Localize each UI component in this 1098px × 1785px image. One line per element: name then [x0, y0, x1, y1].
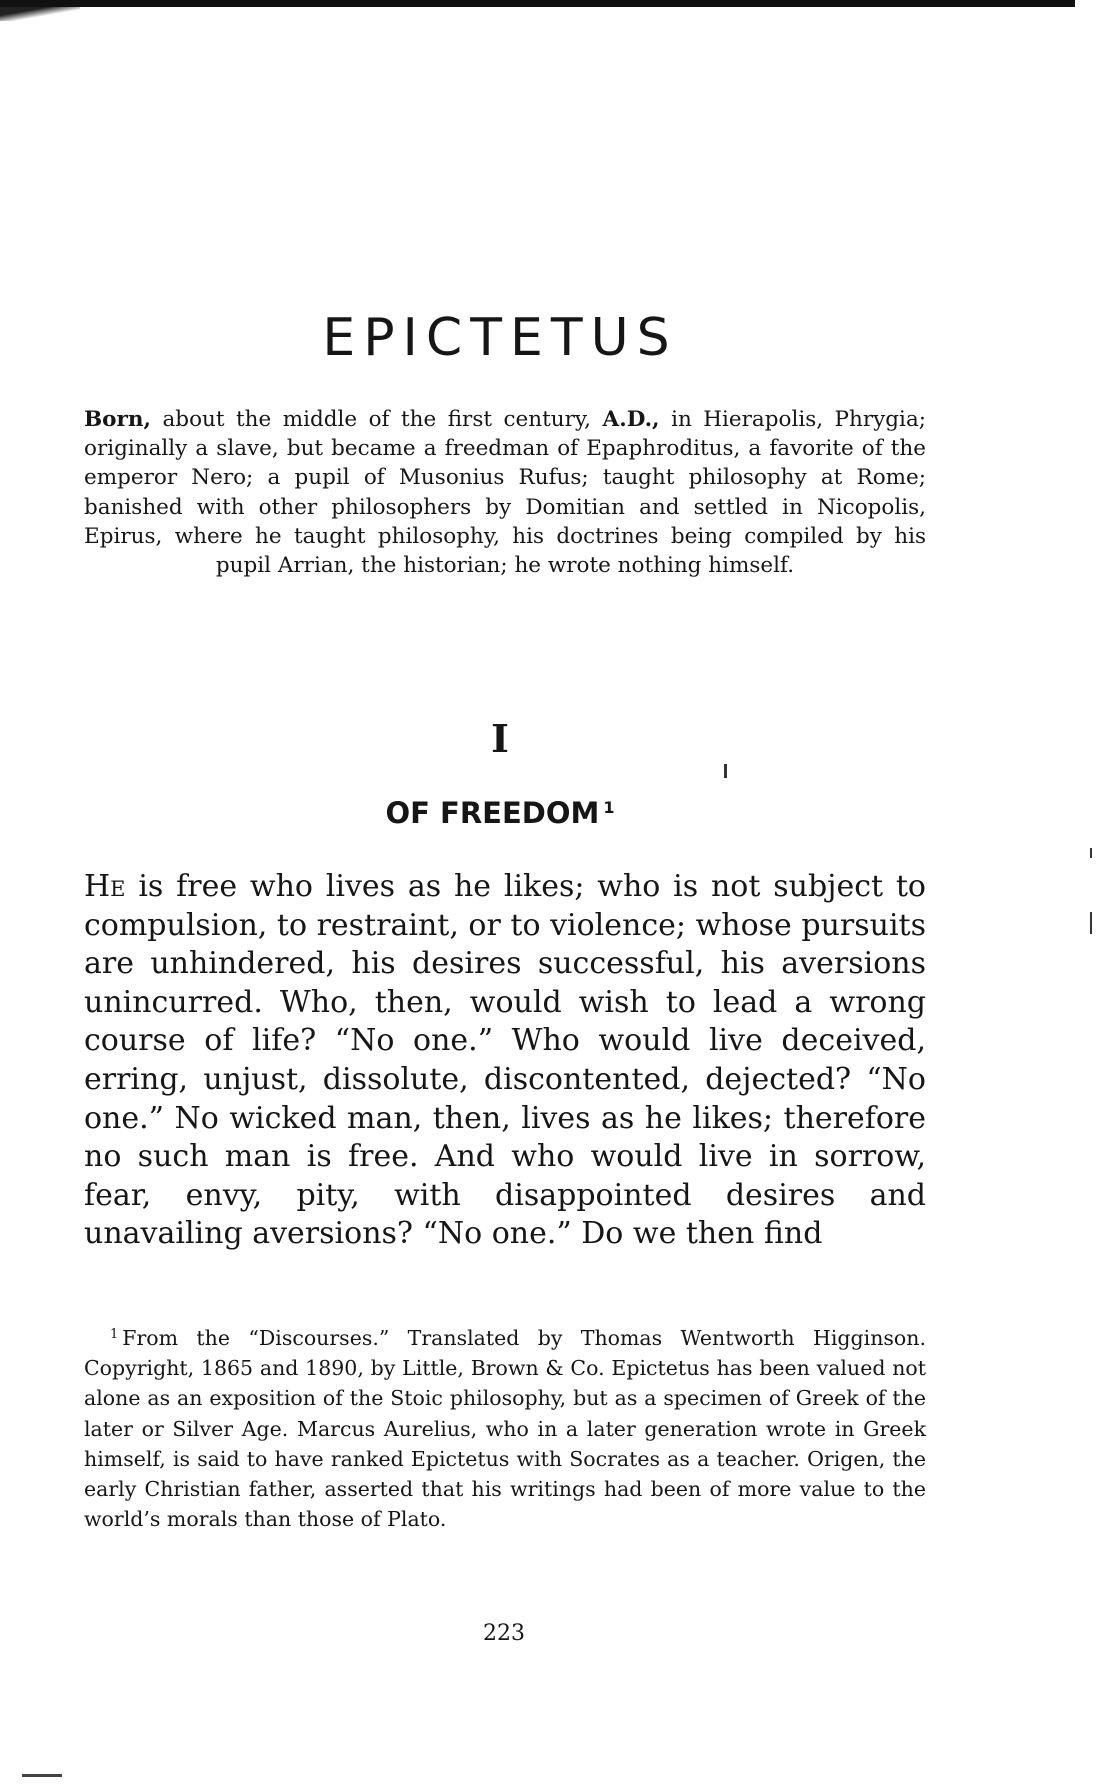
bio-text-a: about the middle of the first century, [162, 407, 592, 432]
bio-era: A.D., [602, 407, 660, 432]
chapter-number: I [491, 716, 509, 761]
bio-text-b: in Hierapolis, Phrygia; originally a slave, but became a freedman of Epaphroditus, a favorite of the emperor Nero; a pupil of Musonius Rufus; taught philosophy at Rome; banished with other philosophers by Domitian and settled in Nicopolis, Epirus, where he taught philosophy, his doctrines being compiled by his pupil Arrian, the historian; he wrote nothing himself. [84, 407, 926, 579]
author-bio [84, 405, 926, 580]
body-paragraph [84, 868, 926, 1254]
body-text: is free who lives as he likes; who is not subject to compulsion, to restraint, or to violence; whose pursuits are unhindered, his desires successful, his aversions unincurred. Who, then, would wish to lead a wrong course of life? “No one.” Who would live deceived, erring, unjust, dissolute, discontented, dejected? “No one.” No wicked man, then, lives as he likes; therefore no such man is free. And who would live in sorrow, fear, envy, pity, with disappointed desires and unavailing aversions? “No one.” Do we then find [84, 869, 926, 1252]
footnote-marker: 1 [110, 1327, 119, 1342]
page-title: EPICTETUS [322, 308, 678, 368]
page-number: 223 [483, 1621, 525, 1646]
top-rule-tail [0, 7, 80, 21]
ink-speck [1090, 912, 1092, 934]
footnote-text: From the “Discourses.” Translated by Thomas Wentworth Higginson. Copyright, 1865 and 1890, by Little, Brown & Co. Epictetus has been valued not alone as an exposition of the Stoic philosophy, but as a specimen of Greek of the later or Silver Age. Marcus Aurelius, who in a later generation wrote in Greek himself, is said to have ranked Epictetus with Socrates as a teacher. Origen, the early Christian father, asserted that his writings had been of more value to the world’s morals than those of Plato. [84, 1326, 926, 1532]
chapter-title [280, 790, 720, 831]
bottom-mark [22, 1774, 62, 1777]
top-rule [0, 0, 1075, 7]
ink-speck [724, 764, 727, 778]
chapter-title-text: OF FREEDOM [385, 796, 600, 830]
footnote [84, 1320, 926, 1534]
bio-born-label: Born, [84, 407, 151, 432]
body-lead-word: He [84, 869, 126, 904]
chapter-footnote-marker: 1 [603, 798, 615, 817]
ink-speck [1090, 848, 1092, 858]
